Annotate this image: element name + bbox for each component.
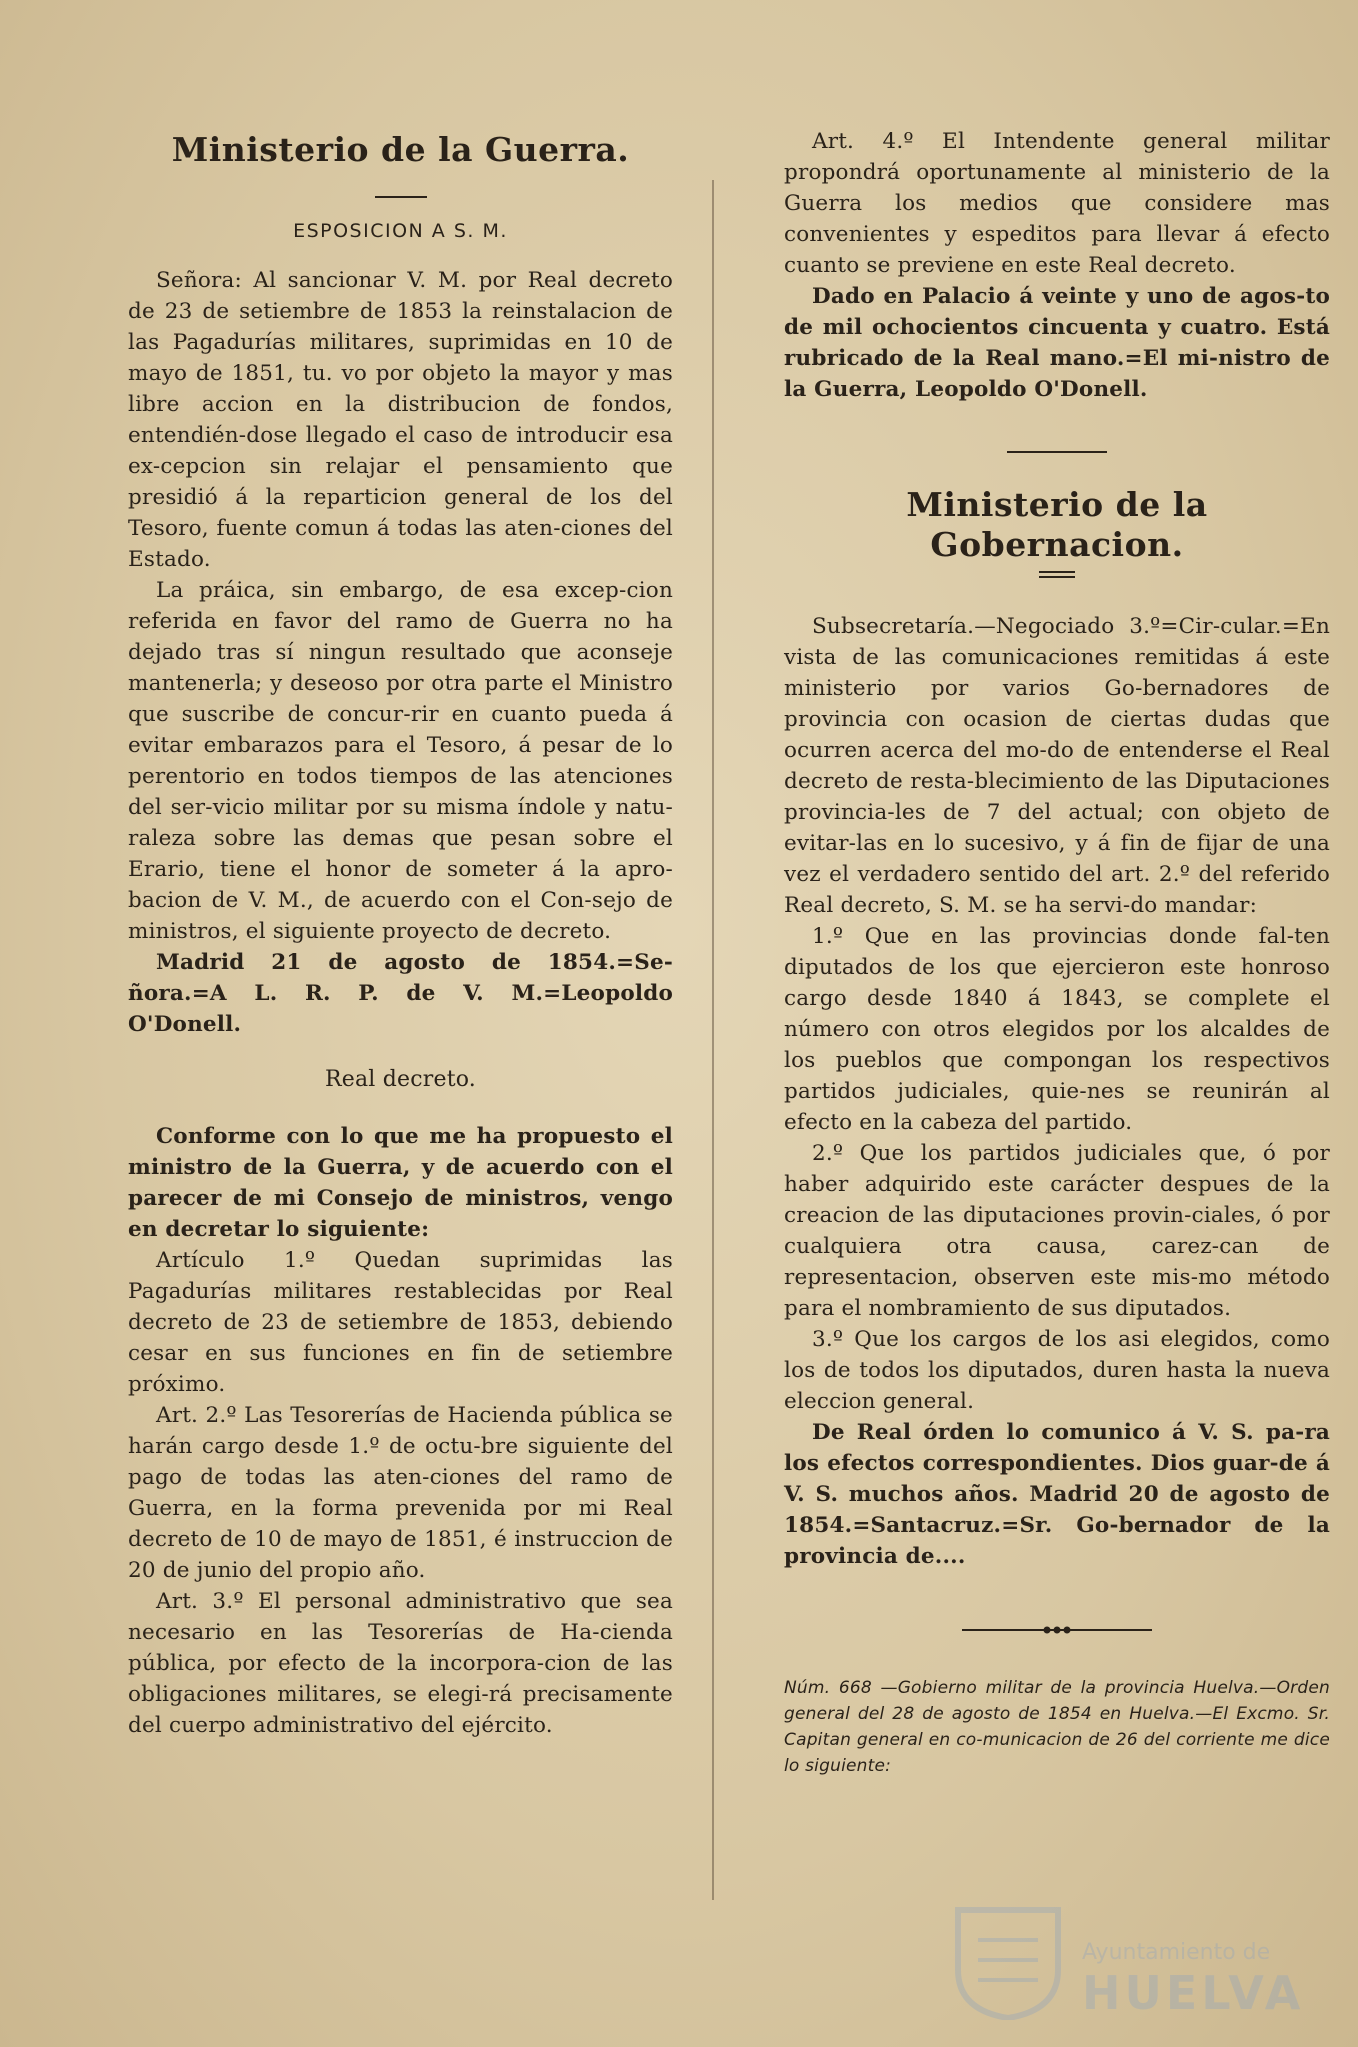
- left-column: [128, 120, 673, 1741]
- decree-closing: Dado en Palacio á veinte y uno de agos-to de mil ochocientos cincuenta y cuatro. Está rubricado de la Real mano.=El mi-nistro de la Guerra, Leopoldo O'Donell.: [784, 284, 1330, 402]
- title-rule: [128, 176, 673, 190]
- section-rule: [784, 431, 1330, 445]
- ministry-war-title: Ministerio de la Guerra.: [171, 130, 630, 169]
- watermark-line2: HUELVA: [1082, 1966, 1305, 2020]
- decree-article: Art. 3.º El personal administrativo que sea necesario en las Tesorerías de Ha-cienda pública, por efecto de la incorpora-cion de las obligaciones militares, se elegi-rá precisamente del cuerpo administrativo del ejército.: [128, 1589, 673, 1738]
- circular-paragraph: Subsecretaría.—Negociado 3.º=Cir-cular.=En vista de las comunicaciones remitidas á este ministerio por varios Go-bernadores de provincia con ocasion de ciertas dudas que ocurren acerca del mo-do de entenderse el Real decreto de resta-blecimiento de las Diputaciones provincia-les de 7 del actual; con objeto de evitar-las en lo sucesivo, y á fin de fijar de una vez el verdadero sentido del art. 2.º del referido Real decreto, S. M. se ha servi-do mandar:: [784, 614, 1330, 918]
- circular-item: 3.º Que los cargos de los asi elegidos, como los de todos los diputados, duren hasta la nueva eleccion general.: [784, 1327, 1330, 1414]
- exposition-paragraph: La práica, sin embargo, de esa excep-cion referida en favor del ramo de Guerra no ha dejado tras sí ningun resultado que aconseje mantenerla; y deseoso por otra parte el Ministro que suscribe de concur-rir en cuanto pueda á evitar embarazos para el Tesoro, á pesar de lo perentorio en todos tiempos de las atenciones del ser-vicio militar por su misma índole y natu-raleza sobre las demas que pesan sobre el Erario, tiene el honor de someter á la apro-bacion de V. M., de acuerdo con el Con-sejo de ministros, el siguiente proyecto de decreto.: [128, 578, 673, 944]
- title-double-rule: [784, 571, 1330, 585]
- decree-article: Artículo 1.º Quedan suprimidas las Pagadurías militares restablecidas por Real decreto de 23 de setiembre de 1853, debiendo cesar en sus funciones en fin de setiembre próximo.: [128, 1248, 673, 1397]
- circular-item: 1.º Que en las provincias donde fal-ten diputados de los que ejercieron este honroso cargo desde 1840 á 1843, se complete el número con otros elegidos por los alcaldes de los pueblos que compongan los respectivos partidos judiciales, quie-nes se reunirán al efecto en la cabeza del partido.: [784, 924, 1330, 1135]
- exposition-signature: Madrid 21 de agosto de 1854.=Se-ñora.=A L. R. P. de V. M.=Leopoldo O'Donell.: [128, 950, 673, 1037]
- decree-paragraph: Conforme con lo que me ha propuesto el ministro de la Guerra, y de acuerdo con el parecer de mi Consejo de ministros, vengo en decretar lo siguiente:: [128, 1124, 673, 1242]
- right-column: [784, 126, 1330, 1779]
- exposition-heading: ESPOSICION A S. M.: [293, 220, 508, 242]
- decree-article: Art. 4.º El Intendente general militar propondrá oportunamente al ministerio de la Guerra los medios que considere mas convenientes y espeditos para llevar á efecto cuanto se previene en este Real decreto.: [784, 129, 1330, 278]
- ministry-interior-title: Ministerio de la Gobernacion.: [906, 485, 1208, 564]
- circular-item: 2.º Que los partidos judiciales que, ó por haber adquirido este carácter despues de la creacion de las diputaciones provin-ciales, ó por cualquiera otra causa, carez-can de representacion, observen este mis-mo método para el nombramiento de sus diputados.: [784, 1141, 1330, 1321]
- coat-of-arms-icon: [948, 1900, 1068, 2020]
- column-divider: [712, 180, 714, 1900]
- circular-closing: De Real órden lo comunico á V. S. pa-ra los efectos correspondientes. Dios guar-de á V. S. muchos años. Madrid 20 de agosto de 1854.=Santacruz.=Sr. Go-bernador de la provincia de....: [784, 1420, 1330, 1569]
- watermark-line1: Ayuntamiento de: [1082, 1940, 1271, 1965]
- decree-article: Art. 2.º Las Tesorerías de Hacienda pública se harán cargo desde 1.º de octu-bre siguiente del pago de todas las aten-ciones del ramo de Guerra, en la forma prevenida por mi Real decreto de 10 de mayo de 1851, é instruccion de 20 de junio del propio año.: [128, 1403, 673, 1583]
- archive-watermark: [948, 1900, 1308, 2020]
- decree-heading: Real decreto.: [325, 1067, 476, 1092]
- ornament-icon: [962, 1625, 1152, 1635]
- ornament-rule: [784, 1614, 1330, 1645]
- exposition-paragraph: Señora: Al sancionar V. M. por Real decreto de 23 de setiembre de 1853 la reinstalacion de las Pagadurías militares, suprimidas en 10 de mayo de 1851, tu. vo por objeto la mayor y mas libre accion en la distribucion de fondos, entendién-dose llegado el caso de introducir esa ex-cepcion sin relajar el pensamiento que presidió á la reparticion general de los del Tesoro, fuente comun á todas las aten-ciones del Estado.: [128, 268, 673, 572]
- footnote-order: Núm. 668 —Gobierno militar de la provincia Huelva.—Orden general del 28 de agosto de 1854 en Huelva.—El Excmo. Sr. Capitan general en co-municacion de 26 del corriente me dice lo siguiente:: [784, 1678, 1330, 1776]
